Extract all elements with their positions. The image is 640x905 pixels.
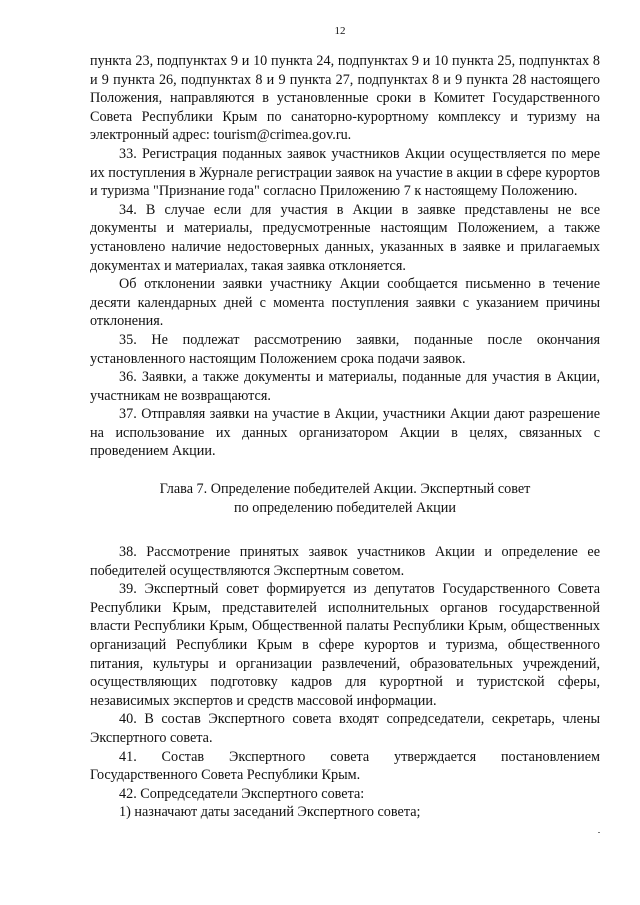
paragraph-36: 36. Заявки, а также документы и материалы, поданные для участия в Акции, участникам не возвращаются. <box>90 369 600 404</box>
paragraph-35: 35. Не подлежат рассмотрению заявки, поданные после окончания установленного настоящим Положением срока подачи заявок. <box>90 331 600 367</box>
chapter-heading <box>90 480 600 518</box>
paragraph-37: 37. Отправляя заявки на участие в Акции, участники Акции дают разрешение на использование их данных организатором Акции в целях, связанных с проведением Акции. <box>90 406 600 460</box>
paragraph-42: 42. Сопредседатели Экспертного совета: <box>119 785 365 802</box>
paragraph-41: 41. Состав Экспертного совета утверждается постановлением Государственного Совета Республики Крым. <box>90 748 600 784</box>
paragraph-39: 39. Экспертный совет формируется из депутатов Государственного Совета Республики Крым, представителей исполнительных органов государственной власти Республики Крым, Общественной палаты Республики Крым, общественных организаций Республики Крым в сфере курортов и туризма, общественного питания, культуры и организации развлечений, образовательных учреждений, осуществляющих подготовку кадров для курортной и туристской сферы, независимых экспертов и средств массовой информации. <box>90 581 600 709</box>
paragraph-42-item-1: 1) назначают даты заседаний Экспертного совета; <box>119 804 421 821</box>
paragraph-34: 34. В случае если для участия в Акции в заявке представлены не все документы и материалы, предусмотренные настоящим Положением, а также установлено наличие недостоверных данных, указанных в заявке и прилагаемых документах и материалах, такая заявка отклоняется. <box>90 201 600 274</box>
scan-speck <box>598 832 600 833</box>
paragraph-34-rejection-notice: Об отклонении заявки участнику Акции сообщается письменно в течение десяти календарных дней с момента поступления заявки с указанием причины отклонения. <box>90 276 600 330</box>
paragraph-32-continued: пункта 23, подпунктах 9 и 10 пункта 24, подпунктах 9 и 10 пункта 25, подпунктах 8 и 9 пункта 26, подпунктах 8 и 9 пункта 27, подпунктах 8 и 9 пункта 28 настоящего Положения, направляются в установленные сроки в Комитет Государственного Совета Республики Крым по санаторно-курортному комплексу и туризму на электронный адрес: tourism@crimea.gov.ru. <box>90 53 600 144</box>
page-number: 12 <box>334 25 346 37</box>
paragraph-38: 38. Рассмотрение принятых заявок участников Акции и определение ее победителей осуществляются Экспертным советом. <box>90 544 600 579</box>
paragraph-33: 33. Регистрация поданных заявок участников Акции осуществляется по мере их поступления в Журнале регистрации заявок на участие в акции в сфере курортов и туризма "Признание года" согласно Приложению 7 к настоящему Положению. <box>90 145 600 200</box>
chapter-heading-line-1: Глава 7. Определение победителей Акции. Экспертный совет <box>159 481 531 498</box>
document-body <box>90 52 600 822</box>
chapter-heading-line-2: по определению победителей Акции <box>234 500 456 517</box>
paragraph-40: 40. В состав Экспертного совета входят сопредседатели, секретарь, члены Экспертного совета. <box>90 711 600 746</box>
